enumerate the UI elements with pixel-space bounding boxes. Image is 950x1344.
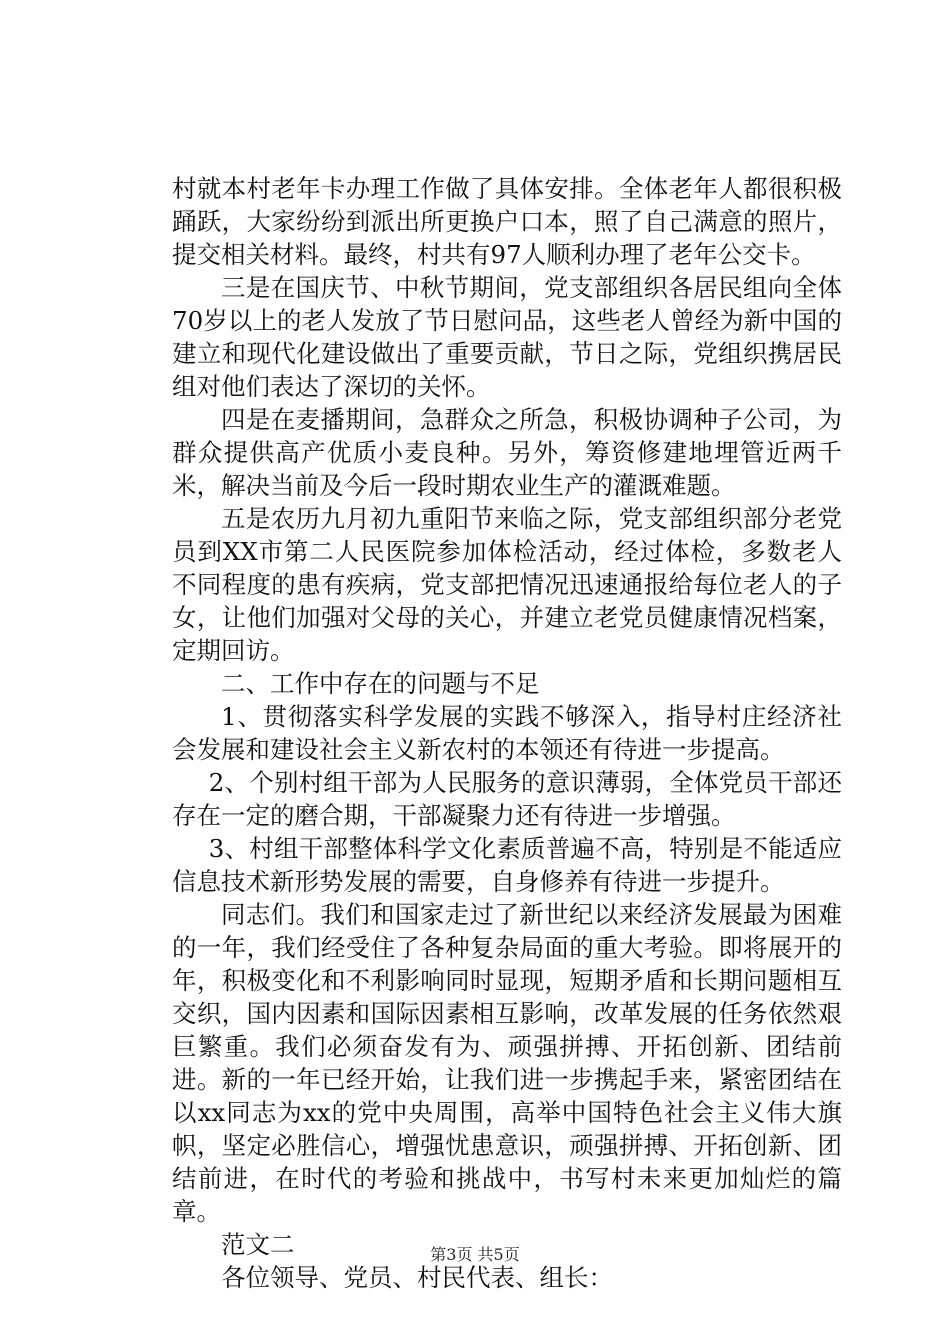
- sample-heading: 范文二: [221, 1230, 295, 1259]
- paragraph-problem-1: 1、贯彻落实科学发展的实践不够深入，指导村庄经济社会发展和建设社会主义新农村的本领还有待进一步提高。: [172, 702, 842, 764]
- paragraph-item-four: 四是在麦播期间，急群众之所急，积极协调种子公司，为群众提供高产优质小麦良种。另外，筹资修建地埋管近两千米，解决当前及今后一段时期农业生产的灌溉难题。: [172, 405, 842, 500]
- document-body: [172, 172, 842, 1294]
- section-heading-problems: 二、工作中存在的问题与不足: [221, 669, 540, 698]
- paragraph-problem-3: 3、村组干部整体科学文化素质普遍不高，特别是不能适应信息技术新形势发展的需要，自身修养有待进一步提升。: [172, 834, 842, 896]
- paragraph-conclusion: 同志们。我们和国家走过了新世纪以来经济发展最为困难的一年，我们经受住了各种复杂局面的重大考验。即将展开的年，积极变化和不利影响同时显现，短期矛盾和长期问题相互交织，国内因素和国际因素相互影响，改革发展的任务依然艰巨繁重。我们必须奋发有为、顽强拼搏、开拓创新、团结前进。新的一年已经开始，让我们进一步携起手来，紧密团结在以xx同志为xx的党中央周围，高举中国特色社会主义伟大旗帜，坚定必胜信心，增强忧患意识，顽强拼搏、开拓创新、团结前进，在时代的考验和挑战中，书写村未来更加灿烂的篇章。: [172, 900, 842, 1226]
- salutation: 各位领导、党员、村民代表、组长：: [221, 1263, 613, 1292]
- paragraph-continued: 村就本村老年卡办理工作做了具体安排。全体老年人都很积极踊跃，大家纷纷到派出所更换户口本，照了自己满意的照片，提交相关材料。最终，村共有97人顺利办理了老年公交卡。: [172, 174, 842, 269]
- paragraph-problem-2: 2、个别村组干部为人民服务的意识薄弱，全体党员干部还存在一定的磨合期，干部凝聚力还有待进一步增强。: [172, 768, 842, 830]
- page-number-footer: 第3页 共5页: [430, 1245, 520, 1264]
- paragraph-item-five: 五是农历九月初九重阳节来临之际，党支部组织部分老党员到XX市第二人民医院参加体检活动，经过体检，多数老人不同程度的患有疾病，党支部把情况迅速通报给每位老人的子女，让他们加强对父母的关心，并建立老党员健康情况档案，定期回访。: [172, 504, 842, 665]
- paragraph-item-three: 三是在国庆节、中秋节期间，党支部组织各居民组向全体70岁以上的老人发放了节日慰问品，这些老人曾经为新中国的建立和现代化建设做出了重要贡献，节日之际，党组织携居民组对他们表达了深切的关怀。: [172, 273, 842, 401]
